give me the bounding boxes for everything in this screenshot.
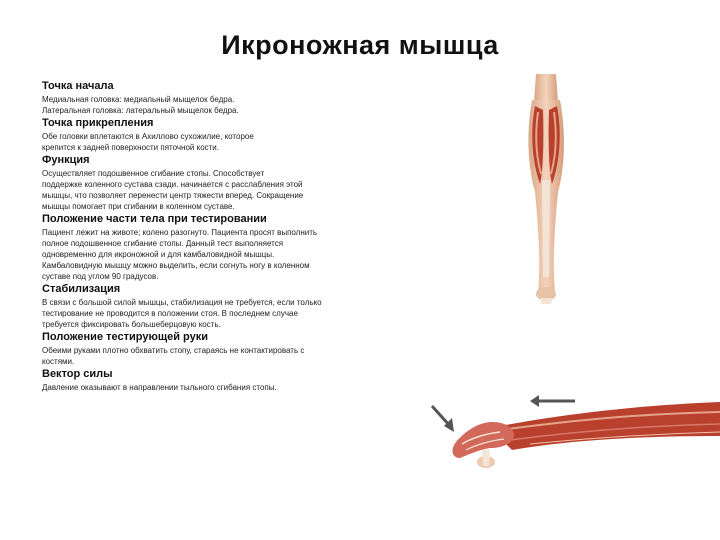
section-heading: Функция (42, 154, 90, 166)
body-line: Осуществляет подошвенное сгибание стопы. Способствует (42, 169, 265, 178)
section-body (42, 94, 387, 116)
body-line: тестирование не проводится в положении стоя. В последнем случае (42, 309, 298, 318)
section-body (42, 168, 387, 212)
body-line: Пациент лежит на животе; колено разогнуто. Пациента просят выполнить (42, 228, 318, 237)
body-line: мышцы, что позволяет перенести центр тяжести вперед. Сокращение (42, 191, 304, 200)
section-test-position (42, 213, 387, 282)
section-heading: Точка начала (42, 80, 114, 92)
section-force-vector (42, 368, 387, 393)
slide-title: Икроножная мышца (221, 30, 499, 60)
section-stabilization (42, 283, 387, 330)
section-origin (42, 80, 387, 116)
section-hand-position (42, 331, 387, 367)
body-line: полное подошвенное сгибание стопы. Данный тест выполняется (42, 239, 284, 248)
section-body (42, 227, 387, 282)
body-line: Обе головки вплетаются в Ахиллово сухожилие, которое (42, 132, 254, 141)
body-line: одновременно для икроножной и для камбаловидной мышцы. (42, 250, 275, 259)
body-line: мышцы помогает при сгибании в коленном суставе. (42, 202, 235, 211)
section-body (42, 345, 387, 367)
section-heading: Точка прикрепления (42, 117, 154, 129)
body-line: поддержке коленного сустава сзади. начинается с расслабления этой (42, 180, 303, 189)
body-line: Латеральная головка: латеральный мыщелок бедра. (42, 106, 239, 115)
section-body (42, 297, 387, 330)
section-function (42, 154, 387, 212)
body-line: Камбаловидную мышцу можно выделить, если согнуть ногу в коленном (42, 261, 310, 270)
body-line: Давление оказывают в направлении тыльного сгибания стопы. (42, 383, 277, 392)
body-line: В связи с большой силой мышцы, стабилизация не требуется, если только (42, 298, 322, 307)
body-line: Медиальная головка: медиальный мыщелок бедра. (42, 95, 235, 104)
body-line: суставе под углом 90 градусов. (42, 272, 159, 281)
body-line: костями. (42, 357, 75, 366)
section-heading: Стабилизация (42, 283, 121, 295)
section-body (42, 382, 387, 393)
body-line: Обеими руками плотно обхватить стопу, стараясь не контактировать с (42, 346, 305, 355)
muscle-test-foot-illustration (420, 388, 720, 483)
section-insertion (42, 117, 387, 153)
section-heading: Положение части тела при тестировании (42, 213, 267, 225)
gastrocnemius-leg-illustration (518, 72, 576, 307)
body-line: крепится к задней поверхности пяточной кости. (42, 143, 219, 152)
text-content (42, 80, 387, 394)
body-line: требуется фиксировать большеберцовую кость. (42, 320, 221, 329)
section-heading: Вектор силы (42, 368, 113, 380)
section-body (42, 131, 387, 153)
section-heading: Положение тестирующей руки (42, 331, 209, 343)
